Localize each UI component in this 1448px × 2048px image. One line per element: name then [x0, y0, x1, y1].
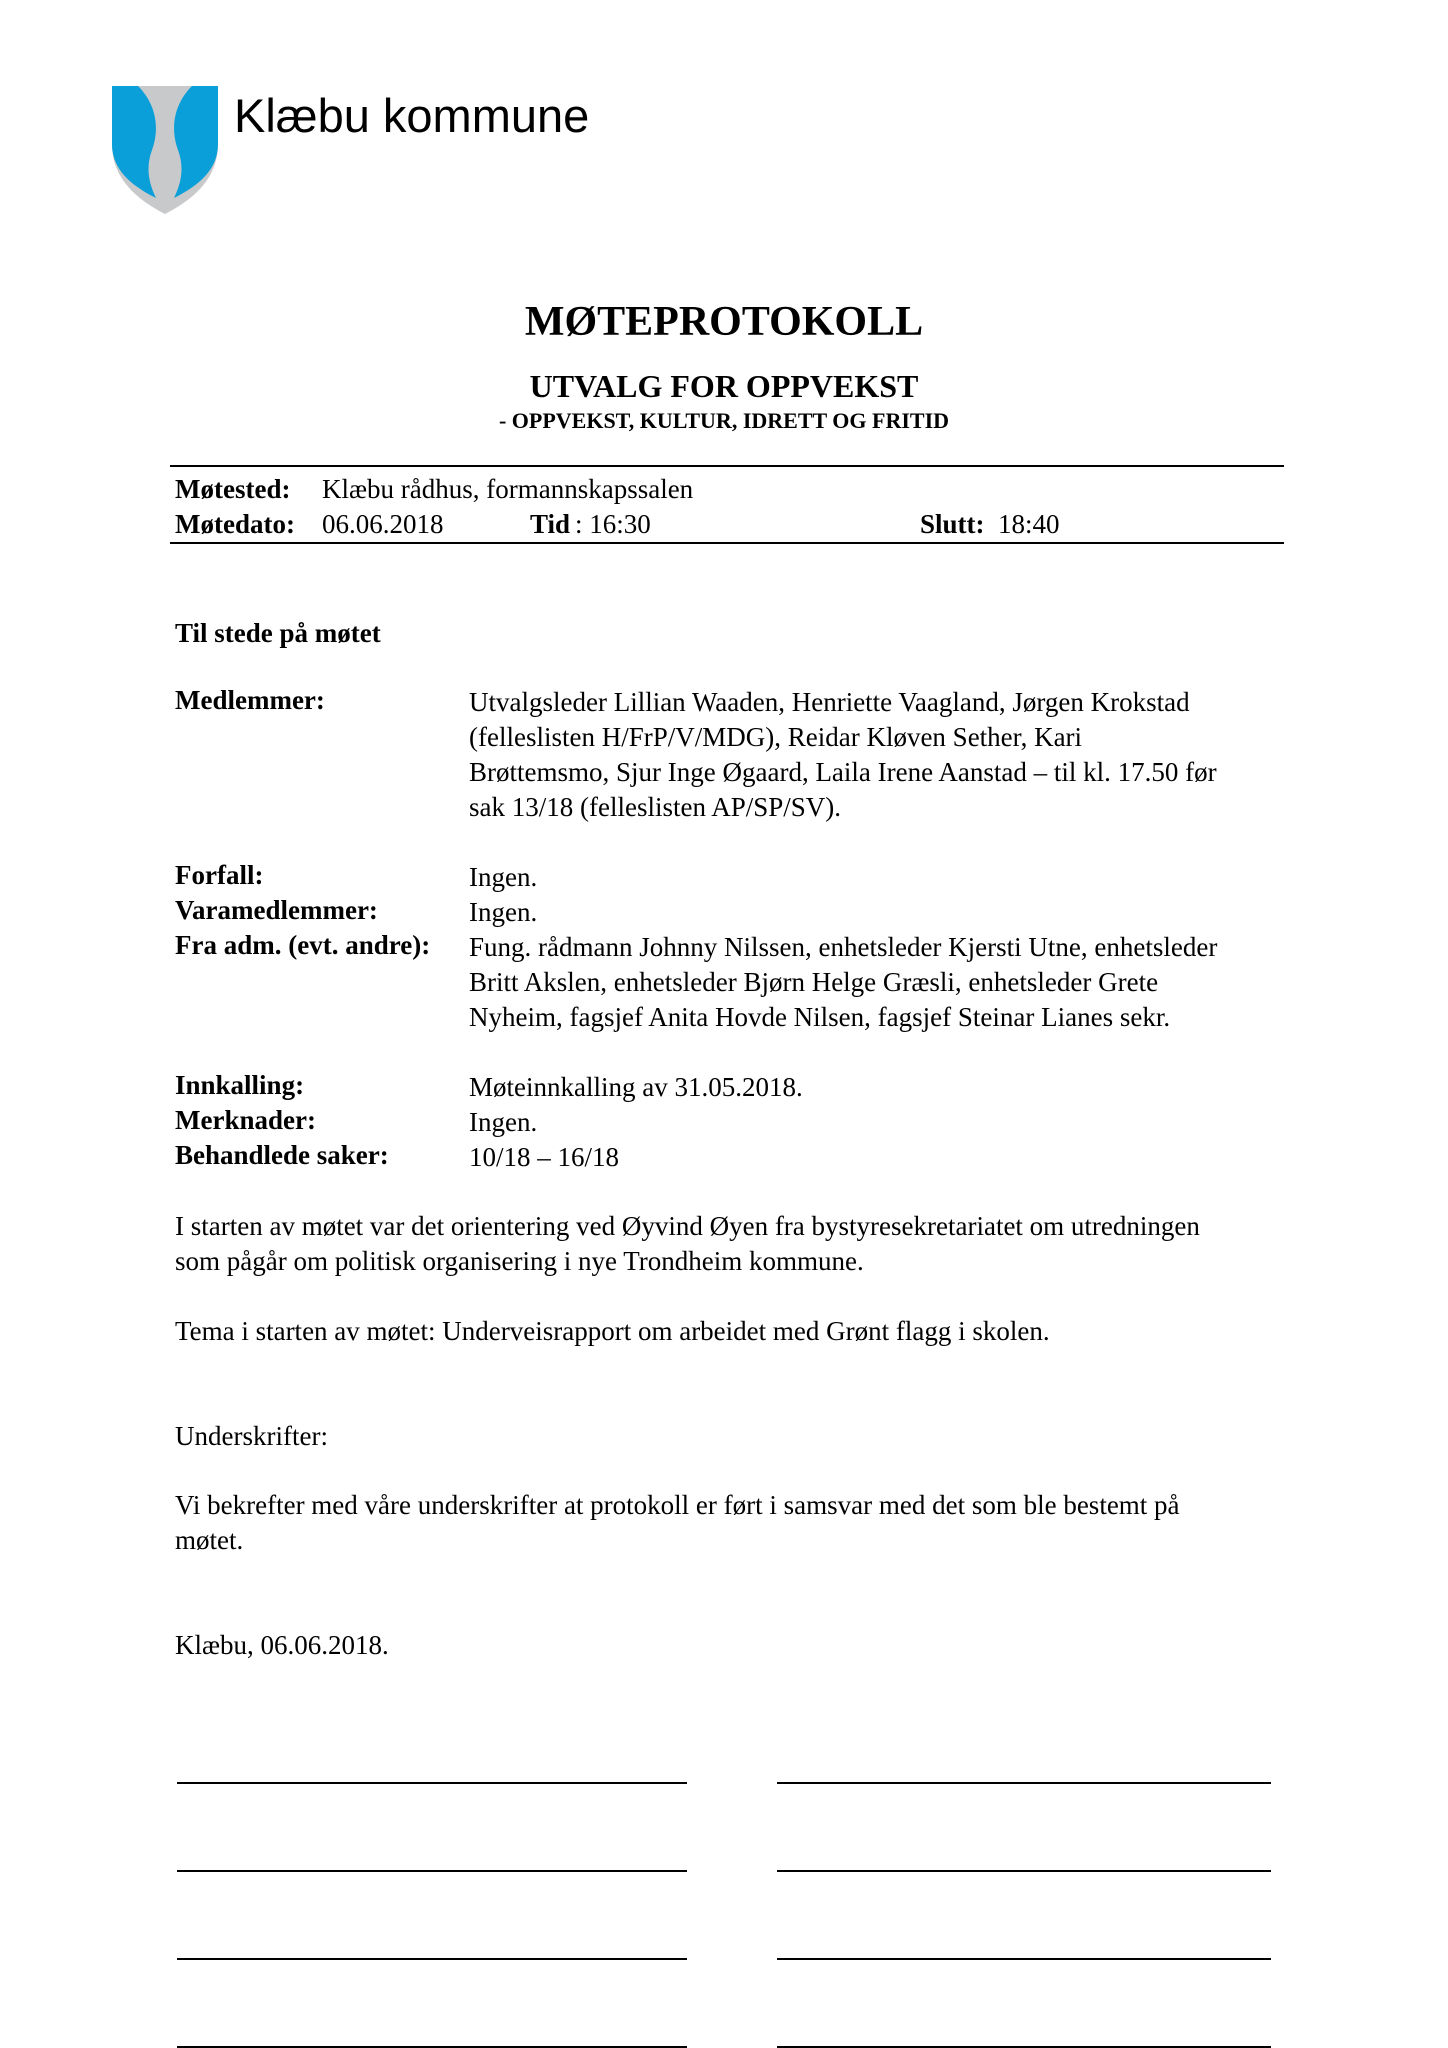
- admin-line: Nyheim, fagsjef Anita Hovde Nilsen, fagsjef Steinar Lianes sekr.: [469, 1002, 1171, 1032]
- signature-line[interactable]: [777, 1782, 1271, 1784]
- attendance-heading: Til stede på møtet: [175, 618, 381, 648]
- invitation-label: Innkalling:: [175, 1070, 305, 1100]
- confirm-line: møtet.: [175, 1525, 244, 1555]
- meeting-date-label: Møtedato:: [175, 509, 295, 539]
- admin-list: [469, 930, 1289, 1035]
- meeting-end-value: 18:40: [998, 509, 1060, 539]
- invitation-value: Møteinnkalling av 31.05.2018.: [469, 1072, 803, 1102]
- signature-line[interactable]: [177, 1870, 687, 1872]
- meeting-time-value: : 16:30: [575, 509, 651, 539]
- absent-value: Ingen.: [469, 862, 538, 892]
- absent-label: Forfall:: [175, 860, 264, 890]
- confirm-line: Vi bekrefter med våre underskrifter at protokoll er ført i samsvar med det som ble bestemt på: [175, 1490, 1180, 1520]
- signature-line[interactable]: [777, 1870, 1271, 1872]
- intro-line: som pågår om politisk organisering i nye Trondheim kommune.: [175, 1246, 864, 1276]
- members-line: (felleslisten H/FrP/V/MDG), Reidar Kløven Sether, Kari: [469, 722, 1083, 752]
- document-title: MØTEPROTOKOLL: [524, 299, 924, 345]
- remarks-value: Ingen.: [469, 1107, 538, 1137]
- intro-line: I starten av møtet var det orientering ved Øyvind Øyen fra bystyresekretariatet om utredningen: [175, 1211, 1200, 1241]
- members-line: Utvalgsleder Lillian Waaden, Henriette Vaagland, Jørgen Krokstad: [469, 687, 1190, 717]
- admin-line: Britt Akslen, enhetsleder Bjørn Helge Græsli, enhetsleder Grete: [469, 967, 1159, 997]
- signatures-heading: Underskrifter:: [175, 1421, 328, 1451]
- meta-top-rule: [170, 465, 1284, 467]
- members-list: [469, 685, 1289, 825]
- members-line: Brøttemsmo, Sjur Inge Øgaard, Laila Irene Aanstad – til kl. 17.50 før: [469, 757, 1217, 787]
- deputies-label: Varamedlemmer:: [175, 895, 378, 925]
- signature-line[interactable]: [177, 1782, 687, 1784]
- cases-label: Behandlede saker:: [175, 1140, 389, 1170]
- deputies-value: Ingen.: [469, 897, 538, 927]
- intro-paragraph: [175, 1209, 1285, 1279]
- confirm-paragraph: [175, 1488, 1285, 1558]
- remarks-label: Merknader:: [175, 1105, 316, 1135]
- coat-of-arms-icon: [112, 86, 218, 214]
- meeting-end-label: Slutt:: [920, 509, 985, 539]
- admin-label: Fra adm. (evt. andre):: [175, 930, 431, 960]
- meta-bottom-rule: [170, 542, 1284, 544]
- meeting-time-label: Tid: [530, 509, 571, 539]
- meeting-place-label: Møtested:: [175, 474, 291, 504]
- org-name: Klæbu kommune: [234, 89, 590, 142]
- cases-value: 10/18 – 16/18: [469, 1142, 620, 1172]
- signature-line[interactable]: [777, 1958, 1271, 1960]
- meeting-place-value: Klæbu rådhus, formannskapssalen: [322, 474, 694, 504]
- meeting-date-value: 06.06.2018: [322, 509, 444, 539]
- members-line: sak 13/18 (felleslisten AP/SP/SV).: [469, 792, 842, 822]
- theme-paragraph: Tema i starten av møtet: Underveisrapport om arbeidet med Grønt flagg i skolen.: [175, 1316, 1050, 1346]
- place-date: Klæbu, 06.06.2018.: [175, 1630, 389, 1660]
- committee-subtitle: - OPPVEKST, KULTUR, IDRETT OG FRITID: [498, 408, 950, 433]
- members-label: Medlemmer:: [175, 685, 325, 715]
- committee-title: UTVALG FOR OPPVEKST: [529, 368, 919, 404]
- admin-line: Fung. rådmann Johnny Nilssen, enhetsleder Kjersti Utne, enhetsleder: [469, 932, 1218, 962]
- signature-line[interactable]: [177, 1958, 687, 1960]
